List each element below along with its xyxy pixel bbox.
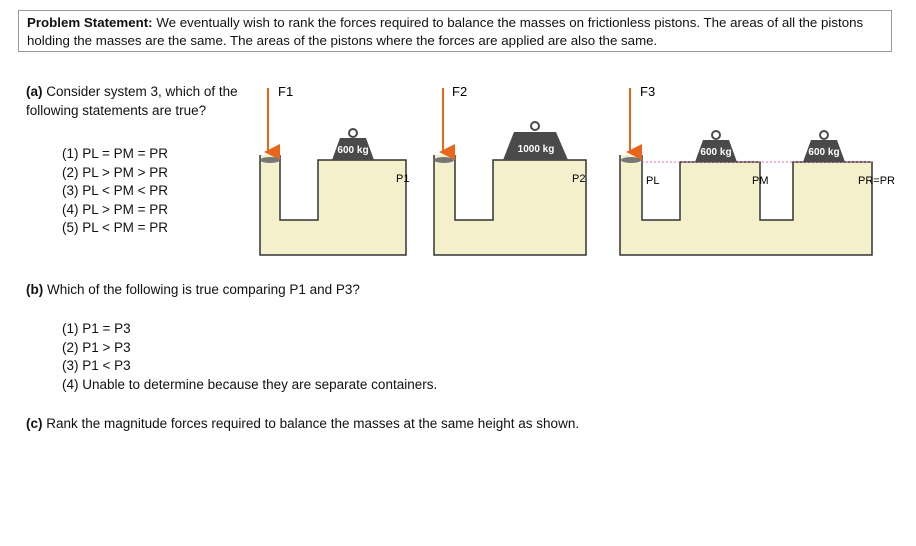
pressure-label-pm: PM [752, 175, 769, 187]
part-a-text: Consider system 3, which of the following statements are true? [26, 84, 238, 118]
part-a-option-5: (5) PL < PM = PR [62, 220, 169, 235]
pressure-label-pr: PR=PR [858, 175, 895, 187]
small-piston-2 [434, 157, 454, 163]
system-2-fluid [434, 155, 586, 255]
part-b-option-3: (3) P1 < P3 [62, 358, 131, 373]
part-a-option-3: (3) PL < PM < PR [62, 183, 169, 198]
part-a-label: (a) [26, 84, 43, 99]
system-1-fluid [260, 155, 406, 255]
statement-text: We eventually wish to rank the forces required to balance the masses on frictionless pistons. The areas of all the pistons holding the masses are the same. The areas of the pistons where the forces are applied are also the same. [27, 15, 864, 48]
weight-600-a [332, 129, 374, 160]
statement-label: Problem Statement: [27, 15, 153, 30]
weight-600-b [695, 131, 737, 162]
pressure-label-1: P1 [396, 173, 410, 185]
part-b-option-1: (1) P1 = P3 [62, 321, 131, 336]
system-2 [434, 84, 586, 255]
part-a-option-2: (2) PL > PM > PR [62, 164, 169, 180]
part-a-option-1: (1) PL = PM = PR [62, 146, 169, 161]
force-label-3: F3 [640, 84, 656, 99]
system-3 [620, 84, 895, 255]
part-b-option-4: (4) Unable to determine because they are separate containers. [62, 376, 438, 392]
small-piston-1 [260, 157, 280, 163]
weight-600-c [803, 131, 845, 162]
pressure-label-pl: PL [646, 175, 660, 187]
part-b-label: (b) [26, 282, 44, 297]
weight-label-3b: 600 kg [808, 147, 840, 158]
part-c-label: (c) [26, 416, 43, 431]
force-label-1: F1 [278, 84, 294, 99]
part-b-text: Which of the following is true comparing P1 and P3? [47, 282, 360, 297]
system-3-fluid [620, 155, 872, 255]
small-piston-3 [621, 157, 641, 163]
weight-label-2: 1000 kg [517, 144, 555, 155]
part-b-option-2: (2) P1 > P3 [62, 339, 131, 355]
part-a-option-4: (4) PL > PM = PR [62, 201, 169, 217]
weight-1000 [503, 122, 568, 160]
pressure-label-2: P2 [572, 173, 586, 185]
weight-label-3a: 600 kg [700, 147, 732, 158]
force-label-2: F2 [452, 84, 468, 99]
system-1-left-column [261, 160, 279, 220]
weight-label-1: 600 kg [337, 145, 369, 156]
part-c-text: Rank the magnitude forces required to balance the masses at the same height as shown. [46, 416, 580, 431]
system-1 [260, 84, 409, 255]
